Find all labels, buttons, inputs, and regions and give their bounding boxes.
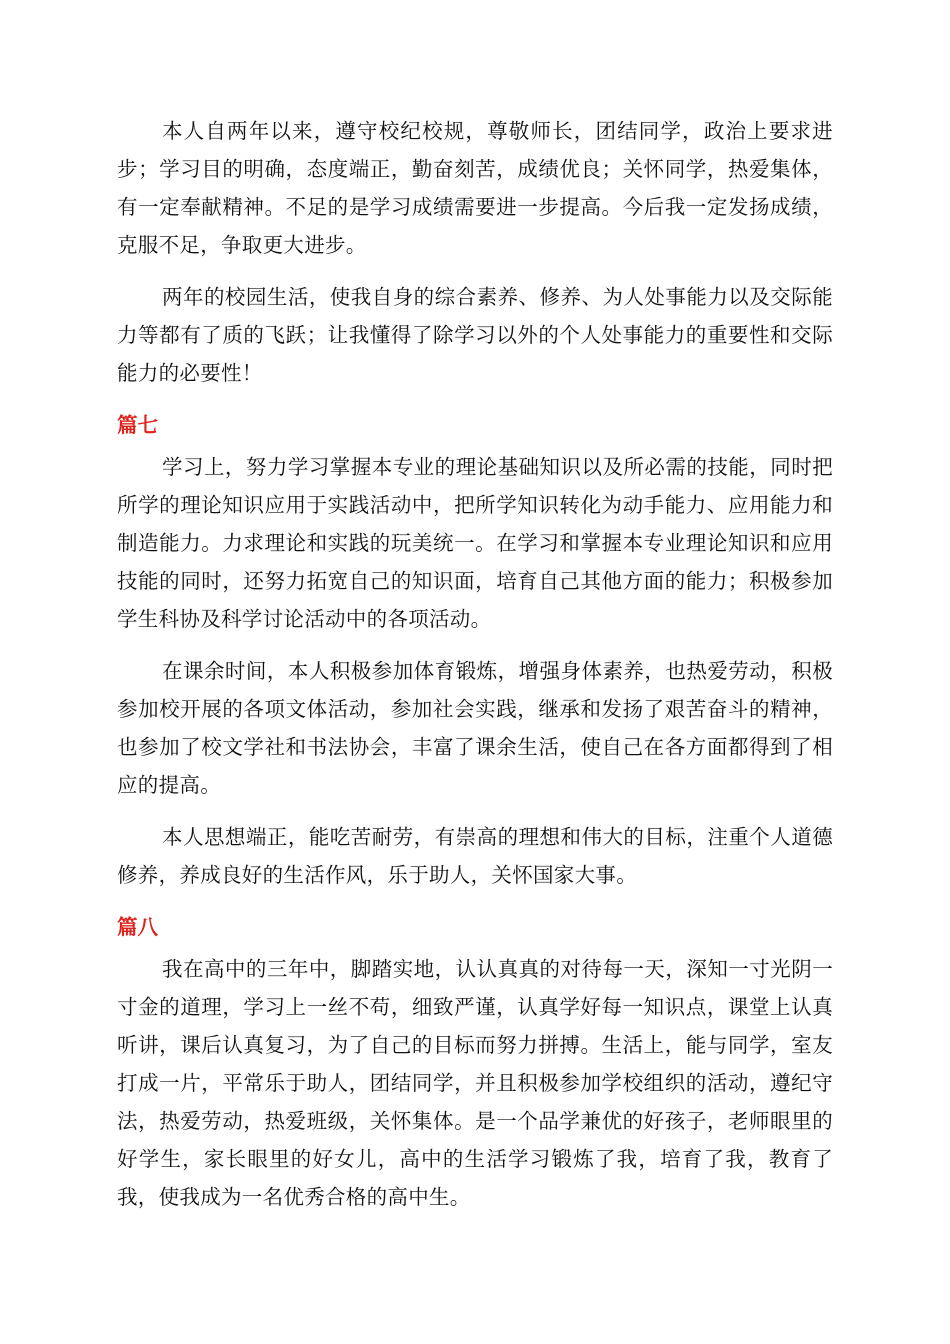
paragraph-summary-2: 两年的校园生活，使我自身的综合素养、修养、为人处事能力以及交际能力等都有了质的飞跃；让我懂得了除学习以外的个人处事能力的重要性和交际能力的必要性！ (117, 285, 833, 385)
section-heading-seven: 篇七 (117, 413, 158, 437)
section-seven (117, 406, 833, 894)
section-eight (117, 908, 833, 1216)
paragraph-extracurricular: 在课余时间，本人积极参加体育锻炼，增强身体素养，也热爱劳动，积极参加校开展的各项文体活动，参加社会实践，继承和发扬了艰苦奋斗的精神，也参加了校文学社和书法协会，丰富了课余生活，使自己在各方面都得到了相应的提高。 (117, 659, 833, 797)
paragraph-summary-1: 本人自两年以来，遵守校纪校规，尊敬师长，团结同学，政治上要求进步；学习目的明确，态度端正，勤奋刻苦，成绩优良；关怀同学，热爱集体，有一定奉献精神。不足的是学习成绩需要进一步提高。今后我一定发扬成绩，克服不足，争取更大进步。 (117, 119, 833, 257)
paragraph-character: 本人思想端正，能吃苦耐劳，有崇高的理想和伟大的目标，注重个人道德修养，养成良好的生活作风，乐于助人，关怀国家大事。 (117, 825, 833, 887)
section-heading-eight: 篇八 (117, 915, 158, 939)
document-body (117, 112, 833, 1230)
paragraph-study: 学习上，努力学习掌握本专业的理论基础知识以及所必需的技能，同时把所学的理论知识应用于实践活动中，把所学知识转化为动手能力、应用能力和制造能力。力求理论和实践的玩美统一。在学习和掌握本专业理论知识和应用技能的同时，还努力拓宽自己的知识面，培育自己其他方面的能力；积极参加学生科协及科学讨论活动中的各项活动。 (117, 455, 833, 631)
paragraph-high-school: 我在高中的三年中，脚踏实地，认认真真的对待每一天，深知一寸光阴一寸金的道理，学习上一丝不苟，细致严谨，认真学好每一知识点，课堂上认真听讲，课后认真复习，为了自己的目标而努力拼搏。生活上，能与同学，室友打成一片，平常乐于助人，团结同学，并且积极参加学校组织的活动，遵纪守法，热爱劳动，热爱班级，关怀集体。是一个品学兼优的好孩子，老师眼里的好学生，家长眼里的好女儿，高中的生活学习锻炼了我，培育了我，教育了我，使我成为一名优秀合格的高中生。 (117, 957, 833, 1209)
